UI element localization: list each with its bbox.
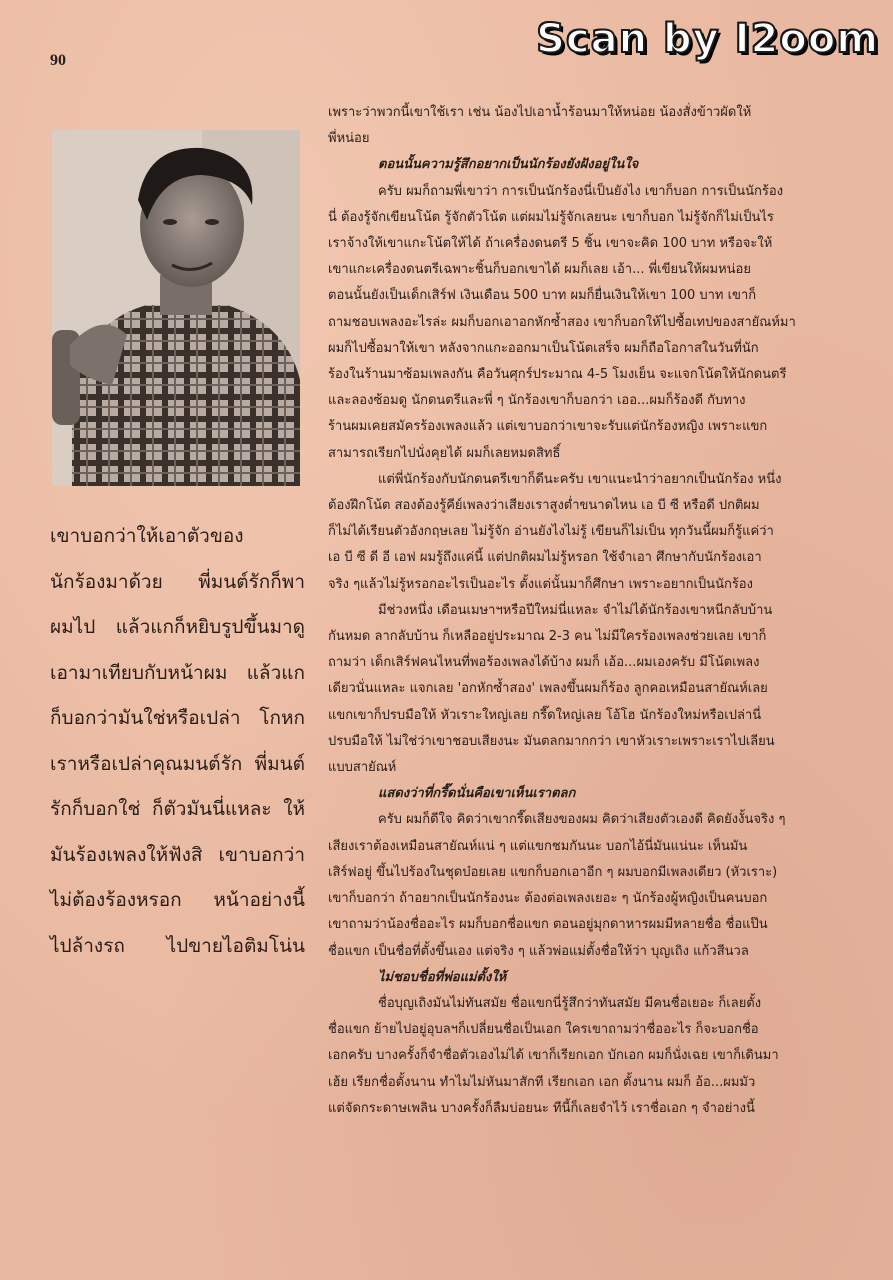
- text-line: เสิร์ฟอยู่ ขึ้นไปร้องในชุดบ๋อยเลย แขกก็บอกเอาอีก ๆ ผมบอกมีเพลงเดียว (หัวเราะ): [328, 864, 778, 880]
- text-line: ครับ ผมก็ถามพี่เขาว่า การเป็นนักร้องนี่เป็นยังไง เขาก็บอก การเป็นนักร้อง: [378, 183, 784, 199]
- text-line: เขาถามว่าน้องชื่ออะไร ผมก็บอกชื่อแขก ตอนอยู่มุกดาหารผมมีหลายชื่อ ชื่อแป๊น: [328, 917, 768, 933]
- text-line: เพราะว่าพวกนี้เขาใช้เรา เช่น น้องไปเอาน้ำร้อนมาให้หน่อย น้องสั่งข้าวผัดให้: [328, 105, 752, 120]
- text-line: และลองซ้อมดู นักดนตรีและพี่ ๆ นักร้องเขาก็บอกว่า เออ...ผมก็ร้องดี กับทาง: [328, 393, 746, 409]
- text-line: ผมก็ไปซื้อมาให้เขา หลังจากแกะออกมาเป็นโน้ตเสร็จ ผมก็ถือโอกาสในวันที่นัก: [328, 340, 759, 356]
- text-line: ชื่อบุญเถิงมันไม่ทันสมัย ชื่อแขกนี่รู้สึกว่าทันสมัย มีคนชื่อเยอะ ก็เลยตั้ง: [378, 995, 762, 1011]
- text-line: จริง ๆแล้วไม่รู้หรอกอะไรเป็นอะไร ตั้งแต่นั้นมาก็ศึกษา เพราะอยากเป็นนักร้อง: [328, 576, 753, 592]
- text-line: แบบสายัณห์: [328, 760, 397, 776]
- text-line: กันหมด ลากลับบ้าน ก็เหลืออยู่ประมาณ 2-3 คน ไม่มีใครร้องเพลงช่วยเลย เขาก็: [328, 629, 767, 645]
- text-line: ครับ ผมก็ดีใจ คิดว่าเขากรี๊ดเสียงของผม คิดว่าเสียงตัวเองดี คิดยังงั้นจริง ๆ: [378, 812, 786, 828]
- pull-quote-line: เราหรือเปล่าคุณมนต์รัก พี่มนต์: [50, 752, 305, 775]
- answer-paragraph: [328, 991, 830, 1122]
- question-heading: ตอนนั้นความรู้สึกอยากเป็นนักร้องยังฝังอยู่ในใจ: [378, 157, 639, 173]
- intro-paragraph: [328, 100, 830, 152]
- text-line: ปรบมือให้ ไม่ใช่ว่าเขาชอบเสียงนะ มันตลกมากกว่า เขาหัวเราะเพราะเราไปเลียน: [328, 733, 775, 749]
- portrait-photo-image: [52, 130, 300, 486]
- answer-paragraph: [328, 467, 830, 598]
- text-line: เขาก็บอกว่า ถ้าอยากเป็นนักร้องนะ ต้องต่อเพลงเยอะ ๆ นักร้องผู้หญิงเป็นคนบอก: [328, 891, 768, 907]
- text-line: นี่ ต้องรู้จักเขียนโน้ต รู้จักตัวโน้ต แต่ผมไม่รู้จักเลยนะ เขาก็บอก ไม่รู้จักก็ไม่เป็นไร: [328, 209, 774, 225]
- pull-quote-line: นักร้องมาด้วย พี่มนต์รักก็พา: [50, 570, 305, 593]
- pull-quote-line: ผมไป แล้วแกก็หยิบรูปขึ้นมาดู: [50, 616, 305, 638]
- text-line: เดียวนั่นแหละ แจกเลย 'อกหักซ้ำสอง' เพลงขึ้นผมก็ร้อง ลูกคอเหมือนสายัณห์เลย: [328, 681, 768, 697]
- text-line: ก็ไม่ได้เรียนตัวอังกฤษเลย ไม่รู้จัก อ่านยังไงไม่รู้ เขียนก็ไม่เป็น ทุกวันนี้ผมก็รู้แค่ว่า: [328, 524, 774, 540]
- scan-watermark: Scan by I2oom: [536, 16, 879, 62]
- text-line: สามารถเรียกไปนั่งคุยได้ ผมก็เลยหมดสิทธิ์: [328, 445, 561, 461]
- pull-quote-line: มันร้องเพลงให้ฟังสิ เขาบอกว่า: [50, 843, 305, 866]
- text-line: ชื่อแขก ย้ายไปอยู่อุบลฯก็เปลี่ยนชื่อเป็นเอก ใครเขาถามว่าชื่ออะไร ก็จะบอกชื่อ: [328, 1022, 759, 1038]
- question-heading: ไม่ชอบชื่อที่พ่อแม่ตั้งให้: [378, 969, 507, 985]
- answer-paragraph: [328, 807, 830, 964]
- answer-paragraph: [328, 179, 830, 467]
- page-number: 90: [50, 52, 66, 69]
- text-line: แต่จัดกระดาษเพลิน บางครั้งก็ลืมบ่อยนะ ทีนี้ก็เลยจำไว้ เราชื่อเอก ๆ จำอย่างนี้: [328, 1100, 755, 1116]
- text-line: เราจ้างให้เขาแกะโน้ตให้ได้ ถ้าเครื่องดนตรี 5 ชิ้น เขาจะคิด 100 บาท หรือจะให้: [328, 236, 773, 252]
- answer-paragraph: [328, 598, 830, 781]
- pull-quote-line: ไม่ต้องร้องหรอก หน้าอย่างนี้: [50, 889, 305, 911]
- text-line: แขกเขาก็ปรบมือให้ หัวเราะใหญ่เลย กรี๊ดใหญ่เลย โอ้โฮ นักร้องใหม่หรือเปล่านี่: [328, 707, 762, 723]
- text-line: ร้านผมเคยสมัครร้องเพลงแล้ว แต่เขาบอกว่าเขาจะรับแต่นักร้องหญิง เพราะแขก: [328, 419, 768, 435]
- text-line: แต่พี่นักร้องกับนักดนตรีเขาก็ดีนะครับ เขาแนะนำว่าอยากเป็นนักร้อง หนึ่ง: [378, 471, 782, 487]
- text-line: ถามชอบเพลงอะไรล่ะ ผมก็บอกเอาอกหักซ้ำสอง เขาก็บอกให้ไปซื้อเทปของสายัณห์มา: [328, 314, 796, 330]
- text-line: พี่หน่อย: [328, 131, 370, 147]
- text-line: เขาแกะเครื่องดนตรีเฉพาะชิ้นก็บอกเขาได้ ผมก็เลย เอ้า... พี่เขียนให้ผมหน่อย: [328, 262, 751, 278]
- text-line: เอ บี ซี ดี อี เอฟ ผมรู้ถึงแค่นี้ แต่ปกติผมไม่รู้หรอก ใช้จำเอา ศึกษากับนักร้องเอา: [328, 550, 762, 566]
- question-heading: แสดงว่าที่กรี๊ดนั่นคือเขาเห็นเราตลก: [378, 786, 576, 802]
- text-line: ถามว่า เด็กเสิร์ฟคนไหนที่พอร้องเพลงได้บ้าง ผมก็ เอ้อ...ผมเองครับ มีโน้ตเพลง: [328, 655, 760, 671]
- text-line: เสียงเราต้องเหมือนสายัณห์แน่ ๆ แต่แขกชมกันนะ บอกไอ้นี่มันแน่นะ เห็นมัน: [328, 838, 748, 854]
- text-line: ชื่อแขก เป็นชื่อที่ตั้งขึ้นเอง แต่จริง ๆ แล้วพ่อแม่ตั้งชื่อให้ว่า บุญเถิง แก้วสีนวล: [328, 943, 749, 959]
- text-line: ต้องฝึกโน้ต สองต้องรู้คีย์เพลงว่าเสียงเราสูงต่ำขนาดไหน เอ บี ซี หรือดี ปกติผม: [328, 498, 760, 514]
- article-body: [328, 100, 830, 1122]
- pull-quote-line: เอามาเทียบกับหน้าผม แล้วแก: [50, 661, 305, 684]
- pull-quote-line: ไปล้างรถ ไปขายไอติมโน่น: [50, 934, 305, 957]
- pull-quote-line: ก็บอกว่ามันใช่หรือเปล่า โกหก: [50, 707, 305, 729]
- text-line: เอกครับ บางครั้งก็จำชื่อตัวเองไม่ได้ เขาก็เรียกเอก บักเอก ผมก็นั่งเฉย เขาก็เดินมา: [328, 1048, 779, 1064]
- text-line: ร้องในร้านมาซ้อมเพลงกัน คือวันศุกร์ประมาณ 4-5 โมงเย็น จะแจกโน้ตให้นักดนตรี: [328, 367, 787, 383]
- pull-quote-line: รักก็บอกใช่ ก็ตัวมันนี่แหละ ให้: [50, 798, 305, 820]
- pull-quote-line: เขาบอกว่าให้เอาตัวของ: [50, 525, 244, 547]
- portrait-photo: [52, 130, 300, 486]
- text-line: เฮ้ย เรียกชื่อตั้งนาน ทำไมไม่หันมาสักที เรียกเอก เอก ตั้งนาน ผมก็ อ้อ...ผมมัว: [328, 1074, 756, 1090]
- text-line: มีช่วงหนึ่ง เดือนเมษาฯหรือปีใหม่นี่แหละ จำไม่ได้นักร้องเขาหนีกลับบ้าน: [378, 602, 773, 618]
- pull-quote: [50, 514, 305, 969]
- text-line: ตอนนั้นยังเป็นเด็กเสิร์ฟ เงินเดือน 500 บาท ผมก็ยื่นเงินให้เขา 100 บาท เขาก็: [328, 288, 757, 304]
